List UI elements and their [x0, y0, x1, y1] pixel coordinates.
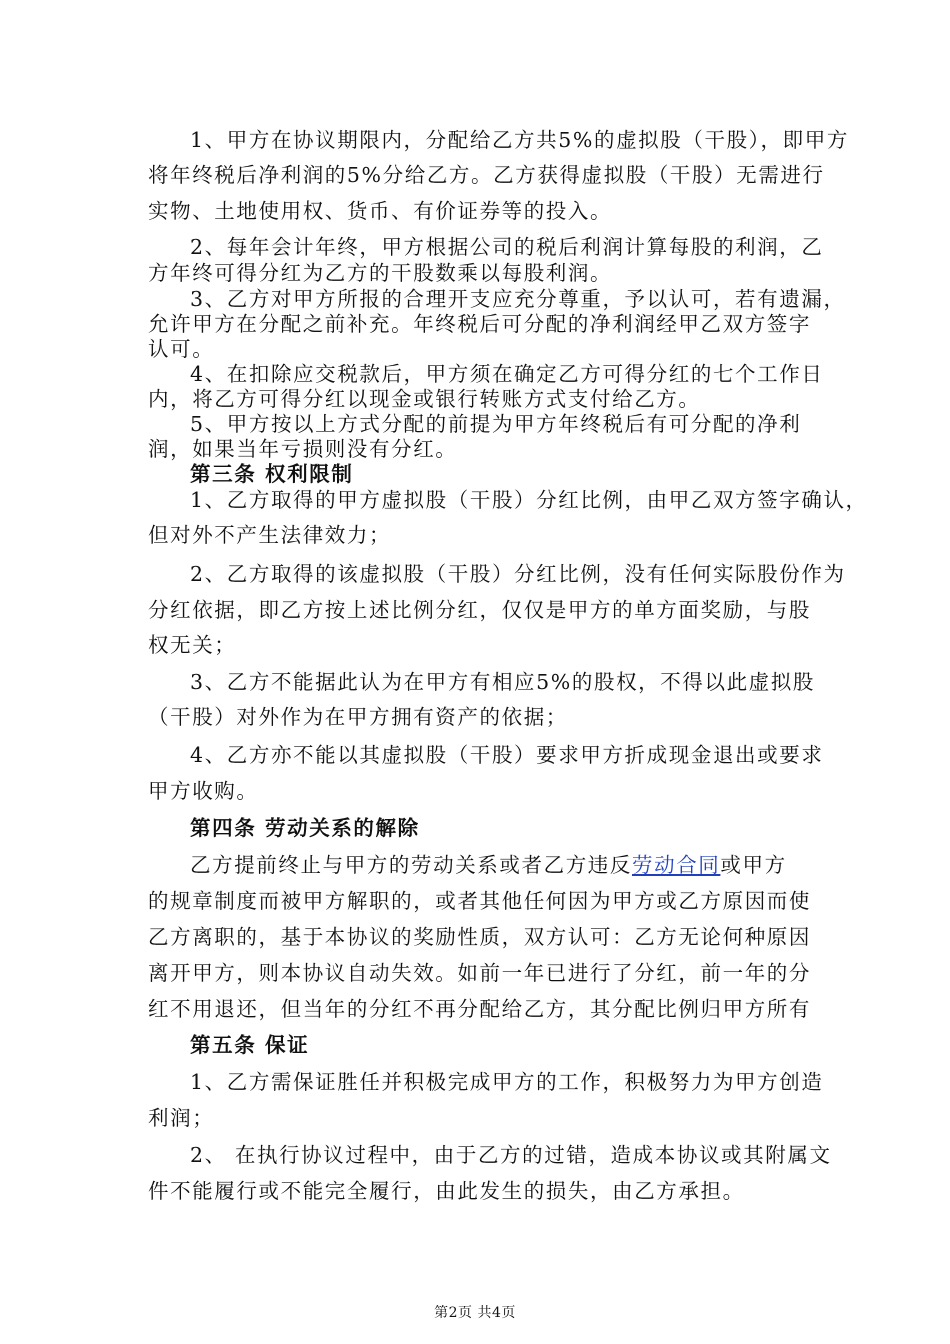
paragraph-line: 2、乙方取得的该虚拟股（干股）分红比例，没有任何实际股份作为	[190, 562, 846, 586]
labor-contract-link[interactable]: 劳动合同	[632, 853, 721, 877]
paragraph-line: 润，如果当年亏损则没有分红。	[148, 437, 458, 461]
paragraph-line: 1、乙方取得的甲方虚拟股（干股）分红比例，由甲乙双方签字确认，	[190, 488, 868, 512]
paragraph-line: 将年终税后净利润的5%分给乙方。乙方获得虚拟股（干股）无需进行	[148, 163, 825, 187]
paragraph-line: 4、乙方亦不能以其虚拟股（干股）要求甲方折成现金退出或要求	[190, 743, 824, 767]
paragraph-line: 内，将乙方可得分红以现金或银行转账方式支付给乙方。	[148, 387, 701, 411]
paragraph-line: 的规章制度而被甲方解职的，或者其他任何因为甲方或乙方原因而使	[148, 889, 811, 913]
paragraph-line: 1、乙方需保证胜任并积极完成甲方的工作，积极努力为甲方创造	[190, 1070, 824, 1094]
paragraph-line: 分红依据，即乙方按上述比例分红，仅仅是甲方的单方面奖励，与股	[148, 598, 811, 622]
paragraph-line: 实物、土地使用权、货币、有价证券等的投入。	[148, 199, 613, 223]
section-heading-4: 第四条 劳动关系的解除	[190, 816, 420, 840]
section-heading-5: 第五条 保证	[190, 1033, 310, 1057]
paragraph-line: 3、乙方不能据此认为在甲方有相应5%的股权，不得以此虚拟股	[190, 670, 815, 694]
paragraph-line: 甲方收购。	[148, 779, 259, 803]
paragraph-line: 3、乙方对甲方所报的合理开支应充分尊重，予以认可，若有遗漏，	[190, 287, 846, 311]
paragraph-line: 离开甲方，则本协议自动失效。如前一年已进行了分红，前一年的分	[148, 961, 811, 985]
page-number-footer: 第2页 共4页	[434, 1305, 516, 1321]
paragraph-line: 乙方离职的，基于本协议的奖励性质，双方认可：乙方无论何种原因	[148, 925, 811, 949]
paragraph-line: 权无关；	[148, 633, 237, 657]
paragraph-line: 但对外不产生法律效力；	[148, 523, 392, 547]
paragraph-line: 允许甲方在分配之前补充。年终税后可分配的净利润经甲乙双方签字	[148, 312, 811, 336]
paragraph-line: 2、每年会计年终，甲方根据公司的税后利润计算每股的利润，乙	[190, 235, 824, 259]
paragraph-line: 2、 在执行协议过程中，由于乙方的过错，造成本协议或其附属文	[190, 1143, 832, 1167]
paragraph-line	[190, 852, 787, 878]
paragraph-line: 1、甲方在协议期限内，分配给乙方共5%的虚拟股（干股），即甲方	[190, 128, 849, 152]
paragraph-line: 红不用退还，但当年的分红不再分配给乙方，其分配比例归甲方所有	[148, 997, 811, 1021]
paragraph-line: 件不能履行或不能完全履行，由此发生的损失，由乙方承担。	[148, 1179, 745, 1203]
paragraph-line: 认可。	[148, 337, 215, 361]
paragraph-line: 方年终可得分红为乙方的干股数乘以每股利润。	[148, 261, 613, 285]
paragraph-line: 5、甲方按以上方式分配的前提为甲方年终税后有可分配的净利	[190, 412, 802, 436]
section-heading-3: 第三条 权利限制	[190, 462, 354, 486]
paragraph-line: （干股）对外作为在甲方拥有资产的依据；	[148, 705, 568, 729]
paragraph-line: 利润；	[148, 1106, 215, 1130]
paragraph-text: 或甲方	[720, 853, 787, 877]
paragraph-line: 4、在扣除应交税款后，甲方须在确定乙方可得分红的七个工作日	[190, 362, 824, 386]
paragraph-text: 乙方提前终止与甲方的劳动关系或者乙方违反	[190, 853, 632, 877]
